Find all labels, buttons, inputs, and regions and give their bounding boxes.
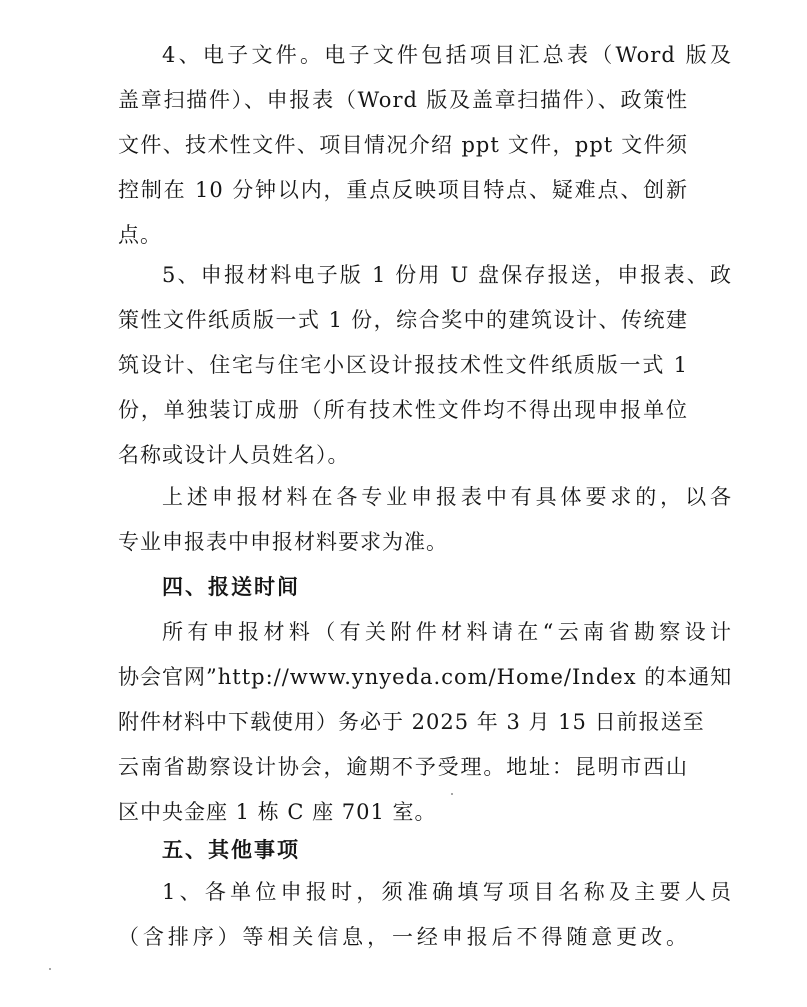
- note-line-2: 专业申报表中申报材料要求为准。: [118, 530, 448, 554]
- section-5-line-2: （含排序）等相关信息，一经申报后不得随意更改。: [118, 925, 688, 949]
- section-5-line-1: 1、各单位申报时，须准确填写项目名称及主要人员: [162, 880, 732, 904]
- section-4-line-4: 云南省勘察设计协会，逾期不予受理。地址：昆明市西山: [118, 755, 688, 779]
- paragraph-4-line-3: 文件、技术性文件、项目情况介绍 ppt 文件，ppt 文件须: [118, 133, 688, 157]
- paragraph-5-line-5: 名称或设计人员姓名）。: [118, 443, 350, 467]
- paragraph-5-line-1: 5、申报材料电子版 1 份用 U 盘保存报送，申报表、政: [162, 263, 732, 287]
- section-4-line-1: 所有申报材料（有关附件材料请在“云南省勘察设计: [162, 620, 732, 644]
- paragraph-4-line-1: 4、电子文件。电子文件包括项目汇总表（Word 版及: [162, 43, 732, 67]
- paragraph-4-line-4: 控制在 10 分钟以内，重点反映项目特点、疑难点、创新: [118, 178, 688, 202]
- note-line-1: 上述申报材料在各专业申报表中有具体要求的，以各: [162, 485, 732, 509]
- paragraph-4-line-2: 盖章扫描件）、申报表（Word 版及盖章扫描件）、政策性: [118, 88, 688, 112]
- paragraph-5-line-4: 份，单独装订成册（所有技术性文件均不得出现申报单位: [118, 398, 688, 422]
- section-4-line-2: 协会官网”http://www.ynyeda.com/Home/Index 的本通知: [118, 665, 733, 689]
- scan-speck: [49, 968, 51, 970]
- section-4-heading: 四、报送时间: [162, 574, 300, 599]
- paragraph-5-line-3: 筑设计、住宅与住宅小区设计报技术性文件纸质版一式 1: [118, 353, 688, 377]
- section-5-heading: 五、其他事项: [162, 837, 300, 862]
- section-4-line-5: 区中央金座 1 栋 C 座 701 室。: [118, 800, 437, 824]
- paragraph-5-line-2: 策性文件纸质版一式 1 份，综合奖中的建筑设计、传统建: [118, 308, 688, 332]
- paragraph-4-line-5: 点。: [118, 223, 162, 247]
- section-4-line-3: 附件材料中下载使用）务必于 2025 年 3 月 15 日前报送至: [118, 710, 705, 734]
- scan-speck: [451, 793, 453, 795]
